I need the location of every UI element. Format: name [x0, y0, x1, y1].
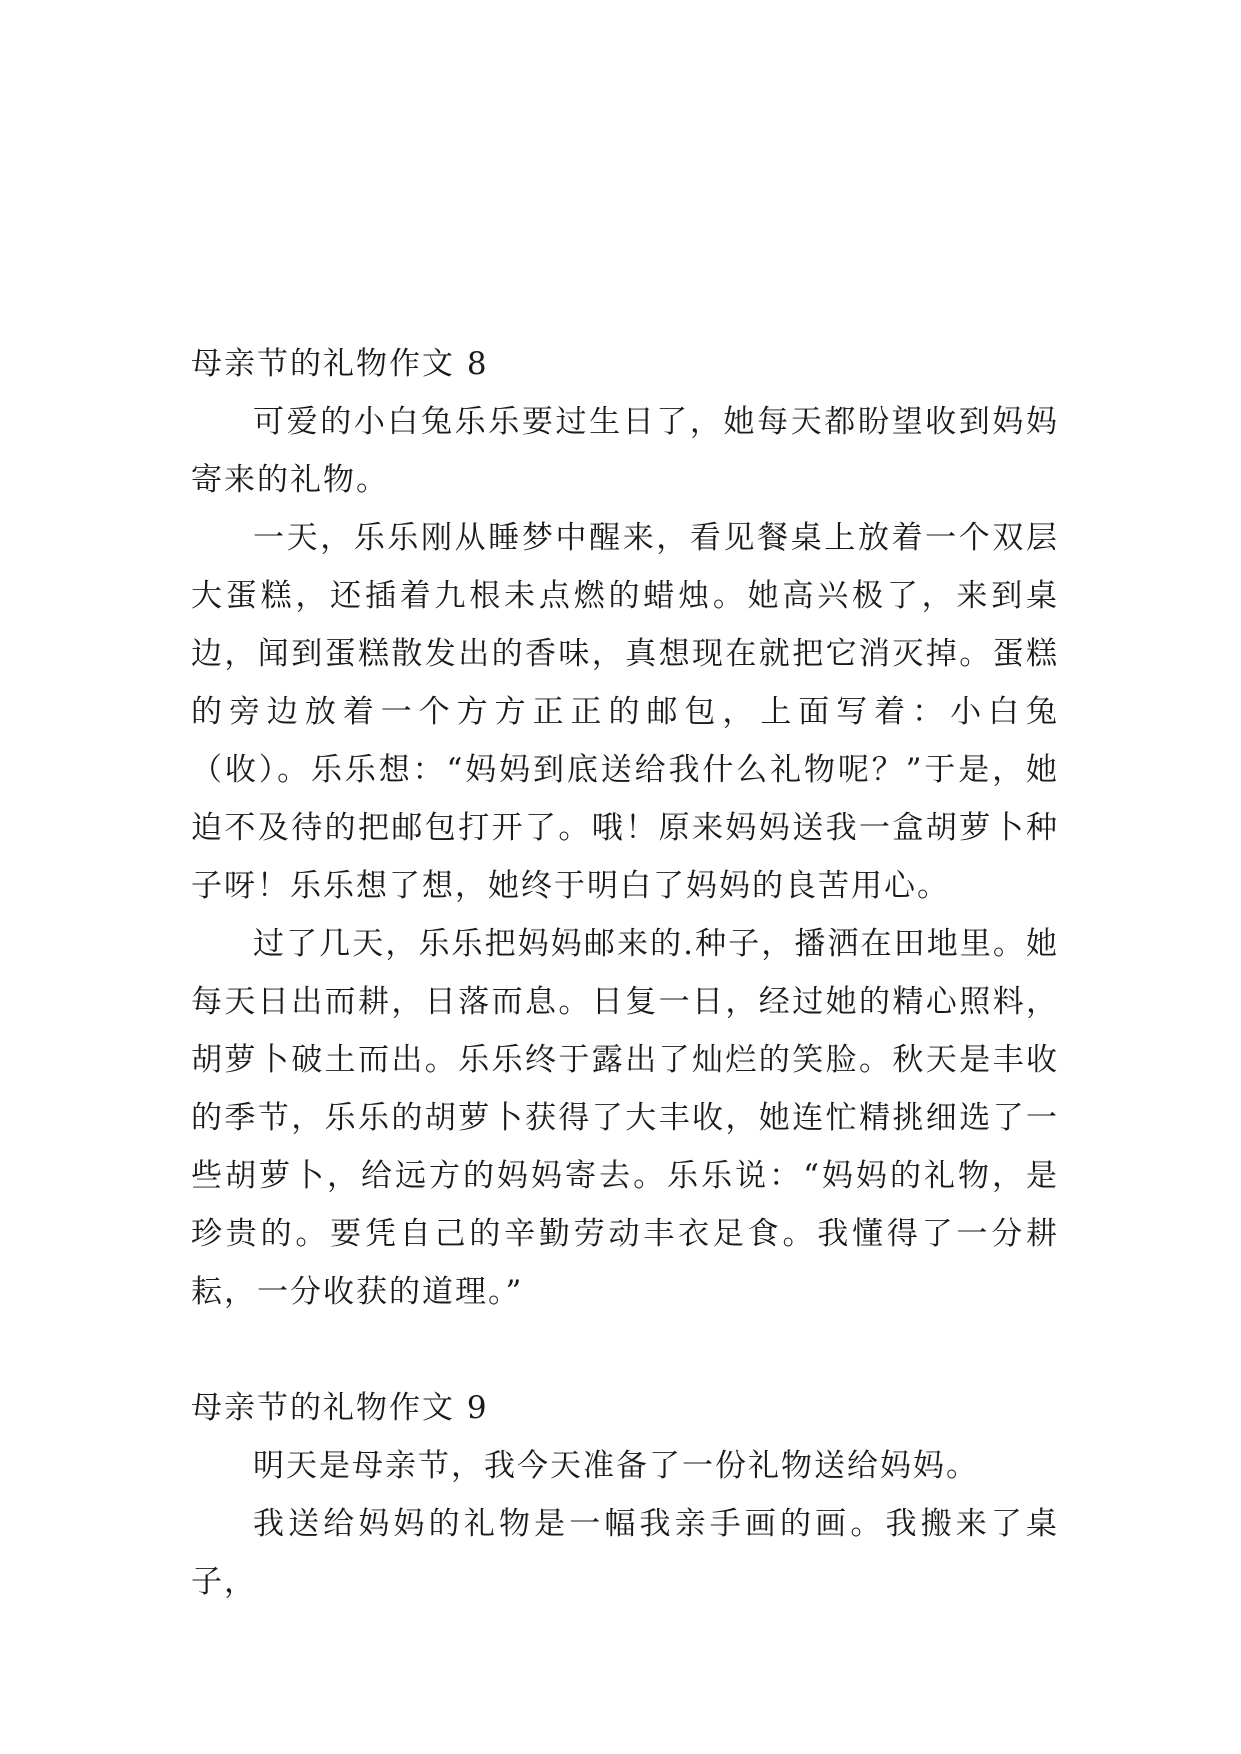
- paragraph: 明天是母亲节，我今天准备了一份礼物送给妈妈。: [253, 1448, 979, 1484]
- section-title: 母亲节的礼物作文 9: [191, 1390, 489, 1426]
- essay-section-8: [191, 335, 1059, 1321]
- paragraph: 过了几天，乐乐把妈妈邮来的.种子，播洒在田地里。她每天日出而耕，日落而息。日复一日，经过她的精心照料，胡萝卜破土而出。乐乐终于露出了灿烂的笑脸。秋天是丰收的季节，乐乐的胡萝卜获得了大丰收，她连忙精挑细选了一些胡萝卜，给远方的妈妈寄去。乐乐说：“妈妈的礼物，是珍贵的。要凭自己的辛勤劳动丰衣足食。我懂得了一分耕耘，一分收获的道理。”: [191, 926, 1059, 1310]
- paragraph: 我送给妈妈的礼物是一幅我亲手画的画。我搬来了桌子，: [191, 1506, 1059, 1600]
- paragraph: 可爱的小白兔乐乐要过生日了，她每天都盼望收到妈妈寄来的礼物。: [191, 404, 1059, 498]
- section-title: 母亲节的礼物作文 8: [191, 346, 489, 382]
- document-body: [191, 335, 1059, 1611]
- paragraph: 一天，乐乐刚从睡梦中醒来，看见餐桌上放着一个双层大蛋糕，还插着九根未点燃的蜡烛。她高兴极了，来到桌边，闻到蛋糕散发出的香味，真想现在就把它消灭掉。蛋糕的旁边放着一个方方正正的邮包，上面写着：小白兔（收）。乐乐想：“妈妈到底送给我什么礼物呢？”于是，她迫不及待的把邮包打开了。哦！原来妈妈送我一盒胡萝卜种子呀！乐乐想了想，她终于明白了妈妈的良苦用心。: [191, 520, 1059, 904]
- essay-section-9: [191, 1379, 1059, 1611]
